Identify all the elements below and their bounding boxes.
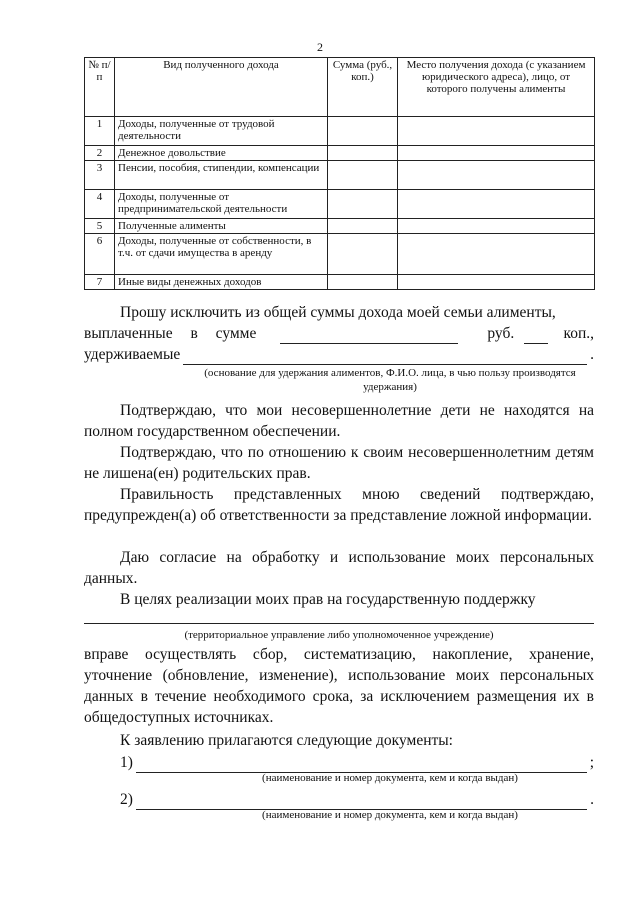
table-row [85, 219, 595, 234]
alimony-sum-line [84, 323, 594, 344]
attachment-1-label: 1) [120, 754, 133, 771]
row-num: 4 [85, 190, 115, 219]
kop-label: коп., [563, 325, 594, 342]
table-row [85, 146, 595, 161]
authority-caption: (территориальное управление либо уполномоченное учреждение) [184, 629, 494, 641]
row-place-cell[interactable] [398, 161, 595, 190]
row-sum-cell[interactable] [328, 161, 398, 190]
authority-field[interactable] [84, 623, 594, 624]
attachment-line-1 [84, 752, 594, 773]
row-income-type: Иные виды денежных доходов [115, 275, 328, 290]
row-sum-cell[interactable] [328, 234, 398, 275]
row-place-cell[interactable] [398, 117, 595, 146]
consent-paragraph: Даю согласие на обработку и использование моих персональных данных. [84, 549, 594, 587]
children-support-paragraph: Подтверждаю, что мои несовершеннолетние дети не находятся на полном государственном обеспечении. [84, 402, 594, 440]
attachment-2-label: 2) [120, 791, 133, 808]
row-sum-cell[interactable] [328, 190, 398, 219]
table-row [85, 161, 595, 190]
row-num: 2 [85, 146, 115, 161]
row-income-type: Полученные алименты [115, 219, 328, 234]
alimony-sum-field[interactable] [280, 329, 458, 344]
row-num: 7 [85, 275, 115, 290]
row-place-cell[interactable] [398, 234, 595, 275]
alimony-withheld-line [84, 344, 594, 365]
row-num: 6 [85, 234, 115, 275]
accuracy-paragraph: Правильность представленных мною сведений подтверждаю, предупрежден(а) об ответственности за представление ложной информации. [84, 486, 594, 524]
row-sum-cell[interactable] [328, 146, 398, 161]
attachment-2-end: . [590, 791, 594, 808]
row-sum-cell[interactable] [328, 275, 398, 290]
row-place-cell[interactable] [398, 219, 595, 234]
alimony-caption: (основание для удержания алиментов, Ф.И.О. лица, в чью пользу производятся удержания) [204, 367, 576, 393]
table-row [85, 275, 595, 290]
header-place: Место получения дохода (с указанием юридического адреса), лицо, от которого получены алименты [398, 58, 595, 117]
row-income-type: Пенсии, пособия, стипендии, компенсации [115, 161, 328, 190]
attachment-2-caption: (наименование и номер документа, кем и когда выдан) [262, 809, 518, 821]
data-rights-paragraph: вправе осуществлять сбор, систематизацию, накопление, хранение, уточнение (обновление, изменение), использование моих персональных данных в течение необходимого срока, за исключением размещения их в общедоступных источниках. [84, 646, 594, 726]
row-place-cell[interactable] [398, 146, 595, 161]
withheld-label: удерживаемые [84, 346, 181, 363]
state-support-paragraph: В целях реализации моих прав на государственную поддержку [120, 591, 536, 608]
page-number: 2 [317, 40, 323, 54]
row-sum-cell[interactable] [328, 117, 398, 146]
paid-in-sum-label: выплаченные в сумме [84, 325, 257, 342]
alimony-kop-field[interactable] [524, 329, 548, 344]
attachment-1-caption: (наименование и номер документа, кем и когда выдан) [262, 772, 518, 784]
header-num: № п/п [85, 58, 115, 117]
row-sum-cell[interactable] [328, 219, 398, 234]
row-income-type: Доходы, полученные от трудовой деятельности [115, 117, 328, 146]
table-row [85, 117, 595, 146]
table-row [85, 234, 595, 275]
withheld-period: . [590, 346, 594, 363]
income-table [84, 57, 595, 290]
table-header-row [85, 58, 595, 117]
table-row [85, 190, 595, 219]
attachments-intro: К заявлению прилагаются следующие документы: [120, 732, 453, 749]
row-income-type: Доходы, полученные от собственности, в т.ч. от сдачи имущества в аренду [115, 234, 328, 275]
row-num: 5 [85, 219, 115, 234]
attachment-line-2 [84, 789, 594, 810]
row-num: 3 [85, 161, 115, 190]
row-place-cell[interactable] [398, 275, 595, 290]
header-sum: Сумма (руб., коп.) [328, 58, 398, 117]
attachment-1-end: ; [589, 754, 594, 771]
header-type: Вид полученного дохода [115, 58, 328, 117]
row-num: 1 [85, 117, 115, 146]
row-income-type: Денежное довольствие [115, 146, 328, 161]
alimony-basis-field[interactable] [183, 350, 587, 365]
rub-label: руб. [487, 325, 515, 342]
alimony-request-line: Прошу исключить из общей суммы дохода моей семьи алименты, [120, 304, 556, 321]
parental-rights-paragraph: Подтверждаю, что по отношению к своим несовершеннолетним детям не лишена(ен) родительских прав. [84, 444, 594, 482]
row-income-type: Доходы, полученные от предпринимательской деятельности [115, 190, 328, 219]
row-place-cell[interactable] [398, 190, 595, 219]
